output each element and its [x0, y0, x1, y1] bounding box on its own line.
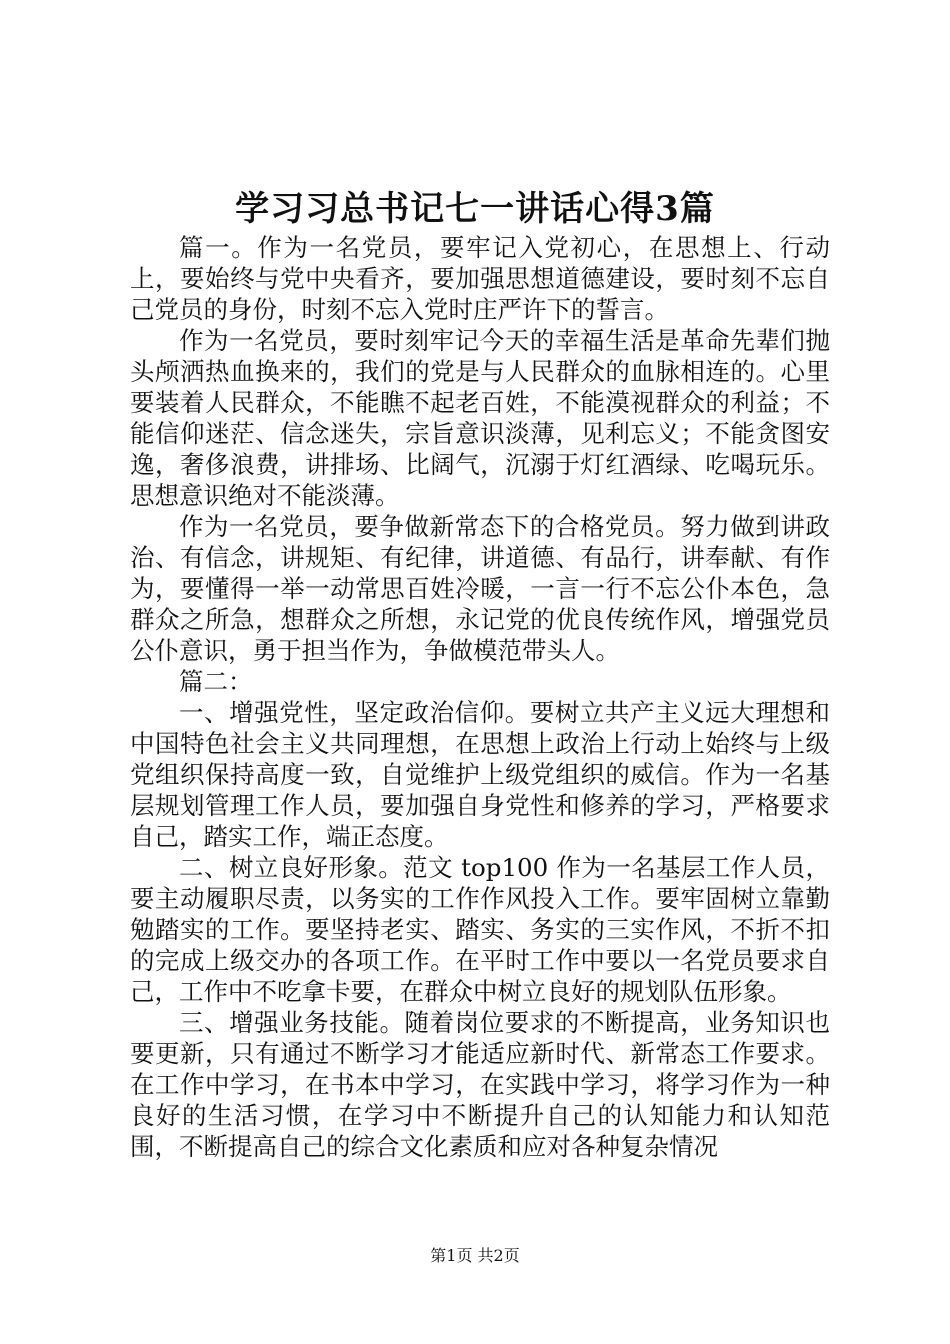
section-heading-part-two: 篇二：	[179, 667, 253, 696]
paragraph-2: 作为一名党员，要时刻牢记今天的幸福生活是革命先辈们抛头颅洒热血换来的，我们的党是与人民群众的血脉相连的。心里要装着人民群众，不能瞧不起老百姓，不能漠视群众的利益；不能信仰迷茫、信念迷失，宗旨意识淡薄，见利忘义；不能贪图安逸，奢侈浪费，讲排场、比阔气，沉溺于灯红酒绿、吃喝玩乐。思想意识绝对不能淡薄。	[130, 326, 830, 510]
paragraph-4: 一、增强党性，坚定政治信仰。要树立共产主义远大理想和中国特色社会主义共同理想，在思想上政治上行动上始终与上级党组织保持高度一致，自觉维护上级党组织的威信。作为一名基层规划管理工作人员，要加强自身党性和修养的学习，严格要求自己，踏实工作，端正态度。	[130, 698, 830, 851]
page-number-footer: 第1页 共2页	[430, 1246, 520, 1265]
document-body	[130, 232, 830, 1162]
paragraph-6: 三、增强业务技能。随着岗位要求的不断提高，业务知识也要更新，只有通过不断学习才能适应新时代、新常态工作要求。在工作中学习，在书本中学习，在实践中学习，将学习作为一种良好的生活习惯，在学习中不断提升自己的认知能力和认知范围，不断提高自己的综合文化素质和应对各种复杂情况	[130, 1008, 830, 1161]
paragraph-5: 二、树立良好形象。范文 top100 作为一名基层工作人员，要主动履职尽责，以务实的工作作风投入工作。要牢固树立靠勤勉踏实的工作。要坚持老实、踏实、务实的三实作风，不折不扣的完成上级交办的各项工作。在平时工作中要以一名党员要求自己，工作中不吃拿卡要，在群众中树立良好的规划队伍形象。	[130, 853, 830, 1006]
document-title: 学习习总书记七一讲话心得3篇	[235, 189, 715, 229]
paragraph-3: 作为一名党员，要争做新常态下的合格党员。努力做到讲政治、有信念，讲规矩、有纪律，讲道德、有品行，讲奉献、有作为，要懂得一举一动常思百姓冷暖，一言一行不忘公仆本色，急群众之所急，想群众之所想，永记党的优良传统作风，增强党员公仆意识，勇于担当作为，争做模范带头人。	[130, 512, 830, 665]
paragraph-1: 篇一。作为一名党员，要牢记入党初心，在思想上、行动上，要始终与党中央看齐，要加强思想道德建设，要时刻不忘自己党员的身份，时刻不忘入党时庄严许下的誓言。	[130, 233, 830, 324]
